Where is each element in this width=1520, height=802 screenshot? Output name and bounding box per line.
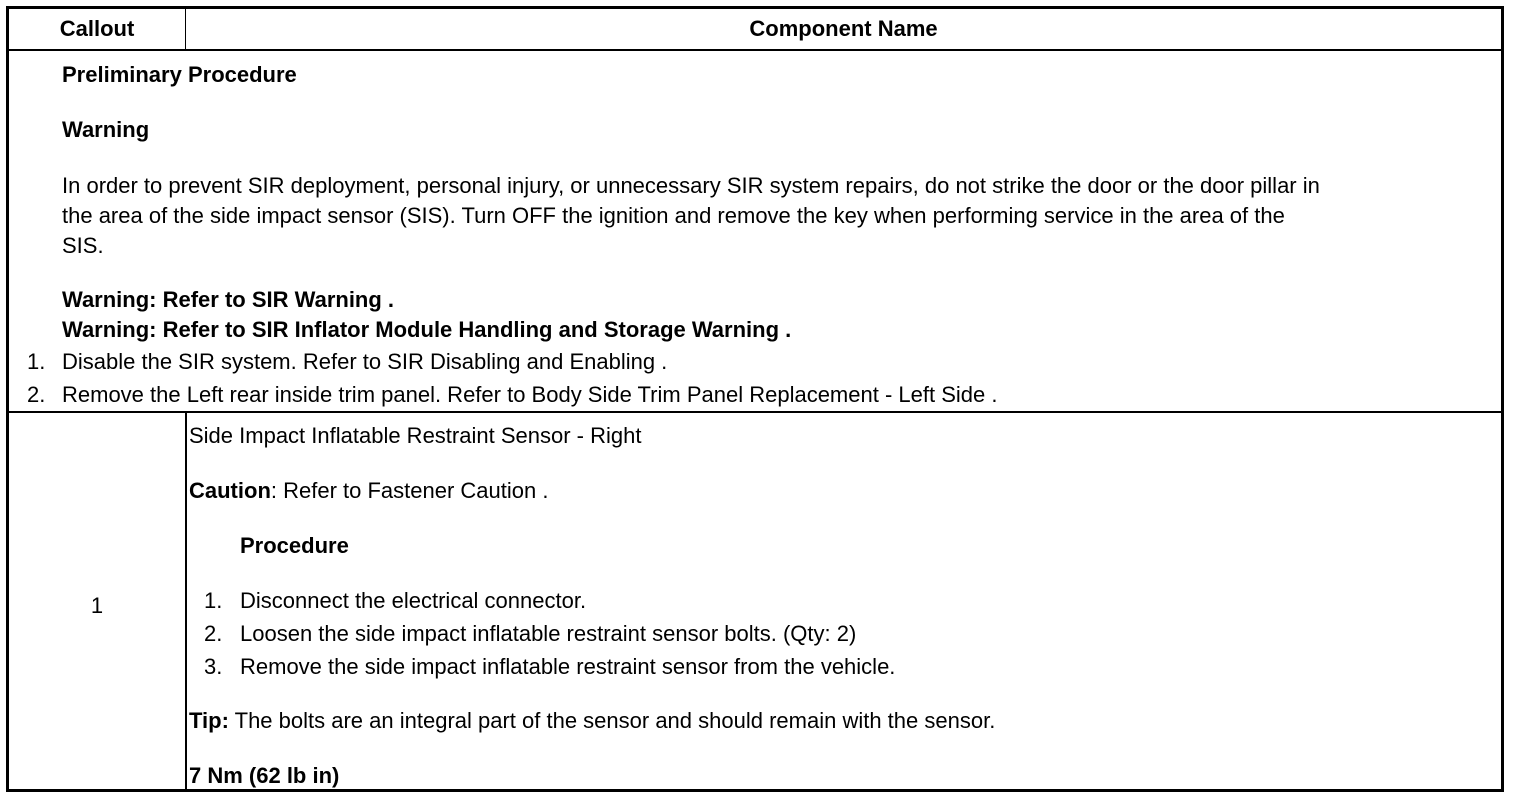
procedure-title: Procedure bbox=[240, 533, 349, 558]
preliminary-title: Preliminary Procedure bbox=[62, 62, 297, 87]
table-header bbox=[9, 9, 1501, 51]
warning-ref-inflator: Warning: Refer to SIR Inflator Module Handling and Storage Warning . bbox=[62, 317, 792, 342]
warning-text-line-1: In order to prevent SIR deployment, personal injury, or unnecessary SIR system repairs, do not strike the door or the door pillar in bbox=[62, 173, 1320, 198]
header-component-name: Component Name bbox=[749, 16, 938, 41]
row-callout-cell bbox=[9, 413, 187, 789]
procedure-step-number: 2. bbox=[204, 621, 223, 646]
procedure-step-number: 1. bbox=[204, 588, 223, 613]
callout-number: 1 bbox=[90, 593, 104, 618]
caution-note bbox=[189, 478, 548, 504]
preliminary-step-number: 2. bbox=[27, 382, 46, 407]
preliminary-step-text: Disable the SIR system. Refer to SIR Disabling and Enabling . bbox=[62, 349, 668, 374]
warning-ref-sir: Warning: Refer to SIR Warning . bbox=[62, 287, 395, 312]
preliminary-procedure-section bbox=[9, 51, 1501, 413]
tip-label: Tip: bbox=[189, 708, 229, 733]
caution-label: Caution bbox=[189, 478, 271, 503]
procedure-step-text: Remove the side impact inflatable restraint sensor from the vehicle. bbox=[240, 654, 896, 679]
warning-title: Warning bbox=[62, 117, 150, 142]
procedure-table bbox=[6, 6, 1504, 792]
tip-note bbox=[189, 708, 995, 734]
procedure-step-number: 3. bbox=[204, 654, 223, 679]
caution-text: : Refer to Fastener Caution . bbox=[270, 478, 549, 503]
header-callout: Callout bbox=[9, 9, 186, 49]
preliminary-step-text: Remove the Left rear inside trim panel. Refer to Body Side Trim Panel Replacement - Left Side . bbox=[62, 382, 998, 407]
warning-text-line-2: the area of the side impact sensor (SIS). Turn OFF the ignition and remove the key when performing service in the area of the bbox=[62, 203, 1285, 228]
torque-spec: 7 Nm (62 lb in) bbox=[189, 763, 340, 788]
row-component-cell bbox=[187, 413, 1501, 789]
preliminary-step-number: 1. bbox=[27, 349, 46, 374]
table-row bbox=[9, 413, 1501, 789]
warning-text-line-3: SIS. bbox=[62, 233, 104, 258]
procedure-step-text: Disconnect the electrical connector. bbox=[240, 588, 587, 613]
procedure-step-text: Loosen the side impact inflatable restraint sensor bolts. (Qty: 2) bbox=[240, 621, 857, 646]
component-name: Side Impact Inflatable Restraint Sensor - Right bbox=[189, 423, 642, 448]
tip-text: The bolts are an integral part of the sensor and should remain with the sensor. bbox=[228, 708, 996, 733]
